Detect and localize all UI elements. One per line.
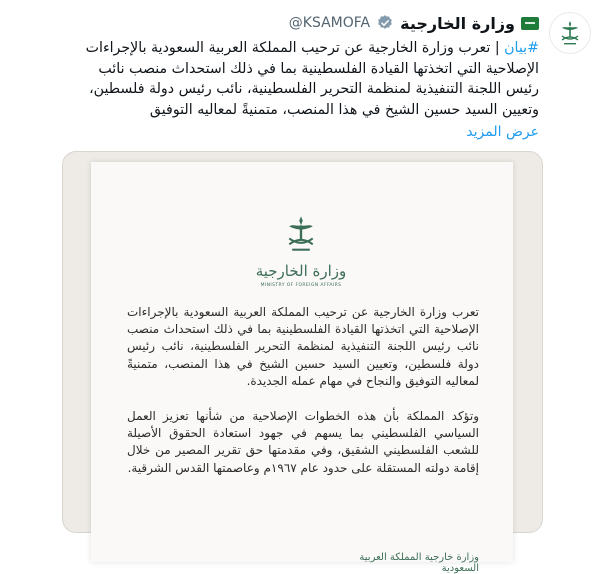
account-name[interactable]: وزارة الخارجية (400, 13, 515, 33)
document-footer: وزارة خارجية المملكة العربية السعودية (359, 552, 479, 574)
statement-document (91, 162, 513, 574)
ministry-emblem-icon (555, 18, 585, 48)
tweet-text (64, 38, 539, 120)
hashtag-link[interactable]: #بيان (504, 40, 539, 56)
emblem-arabic-label: وزارة الخارجية (255, 262, 347, 280)
emblem-english-label: MINISTRY OF FOREIGN AFFAIRS (260, 283, 342, 288)
statement-paragraph-2: وتؤكد المملكة بأن هذه الخطوات الإصلاحية من شأنها تعزيز العمل السياسي الفلسطيني بما يسهم في جهود استعادة الحقوق الأصيلة للشعب الفلسطيني الشقيق، وفي مقدمتها حق تقرير المصير من خلال إقامة دولته المستقلة على حدود عام ١٩٦٧م وعاصمتها القدس الشرقية. (127, 409, 479, 475)
document-emblem (251, 212, 351, 298)
show-more-link[interactable]: عرض المزيد (466, 124, 539, 140)
palm-swords-emblem-icon (279, 212, 323, 256)
tweet-header (289, 12, 539, 34)
account-handle[interactable]: @KSAMOFA (288, 15, 371, 31)
verified-badge-icon (376, 14, 394, 32)
statement-paragraph-1: تعرب وزارة الخارجية عن ترحيب المملكة العربية السعودية بالإجراءات الإصلاحية التي اتخذتها القيادة الفلسطينية بما في ذلك استحداث منصب نائب رئيس اللجنة التنفيذية لمنظمة التحرير الفلسطينية، نائب رئيس دولة فلسطين، وتعيين السيد حسين الشيخ في هذا المنصب، متمنيةً لمعاليه التوفيق والنجاح في مهام عمله الجديدة. (127, 305, 479, 388)
attached-image[interactable] (62, 151, 543, 574)
saudi-flag-icon (521, 17, 539, 30)
tweet-body: تعرب وزارة الخارجية عن ترحيب المملكة العربية السعودية بالإجراءات الإصلاحية التي اتخذتها القيادة الفلسطينية بما في ذلك استحداث منصب نائب رئيس اللجنة التنفيذية لمنظمة التحرير الفلسطينية، نائب رئيس دولة فلسطين، وتعيين السيد حسين الشيخ في هذا المنصب، متمنيةً لمعاليه التوفيق (85, 40, 539, 118)
avatar[interactable] (549, 12, 591, 54)
separator: | (490, 40, 505, 56)
